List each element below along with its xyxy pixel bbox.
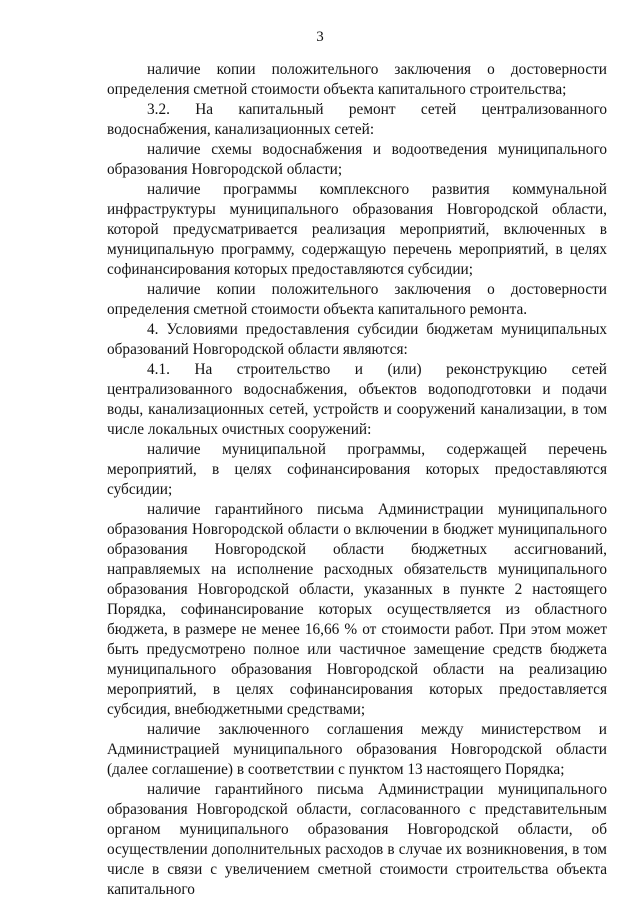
- paragraph: наличие схемы водоснабжения и водоотведения муниципального образования Новгородской области;: [107, 141, 607, 178]
- paragraph: наличие программы комплексного развития коммунальной инфраструктуры муниципального образования Новгородской области, которой предусматривается реализация мероприятий, включенных в муниципальную программу, содержащую перечень мероприятий, в целях софинансирования которых предоставляются субсидии;: [107, 181, 607, 278]
- paragraph: наличие копии положительного заключения о достоверности определения сметной стоимости объекта капитального ремонта.: [107, 281, 607, 318]
- page-number: 3: [316, 29, 324, 45]
- paragraph: наличие копии положительного заключения о достоверности определения сметной стоимости объекта капитального строительства;: [107, 61, 607, 98]
- paragraph: наличие заключенного соглашения между министерством и Администрацией муниципального образования Новгородской области (далее соглашение) в соответствии с пунктом 13 настоящего Порядка;: [107, 721, 607, 778]
- document-body: [107, 60, 607, 900]
- paragraph: 4.1. На строительство и (или) реконструкцию сетей централизованного водоснабжения, объектов водоподготовки и подачи воды, канализационных сетей, устройств и сооружений канализации, в том числе локальных очистных сооружений:: [107, 361, 607, 438]
- paragraph: 3.2. На капитальный ремонт сетей централизованного водоснабжения, канализационных сетей:: [107, 101, 607, 138]
- paragraph: 4. Условиями предоставления субсидии бюджетам муниципальных образований Новгородской области являются:: [107, 321, 607, 358]
- paragraph: наличие гарантийного письма Администрации муниципального образования Новгородской области о включении в бюджет муниципального образования Новгородской области бюджетных ассигнований, направляемых на исполнение расходных обязательств муниципального образования Новгородской области, указанных в пункте 2 настоящего Порядка, софинансирование которых осуществляется из областного бюджета, в размере не менее 16,66 % от стоимости работ. При этом может быть предусмотрено полное или частичное замещение средств бюджета муниципального образования Новгородской области на реализацию мероприятий, в целях софинансирования которых предоставляется субсидия, внебюджетными средствами;: [107, 501, 607, 718]
- paragraph: наличие муниципальной программы, содержащей перечень мероприятий, в целях софинансирования которых предоставляются субсидии;: [107, 441, 607, 498]
- paragraph: наличие гарантийного письма Администрации муниципального образования Новгородской области, согласованного с представительным органом муниципального образования Новгородской области, об осуществлении дополнительных расходов в случае их возникновения, в том числе в связи с увеличением сметной стоимости строительства объекта капитального: [107, 781, 607, 898]
